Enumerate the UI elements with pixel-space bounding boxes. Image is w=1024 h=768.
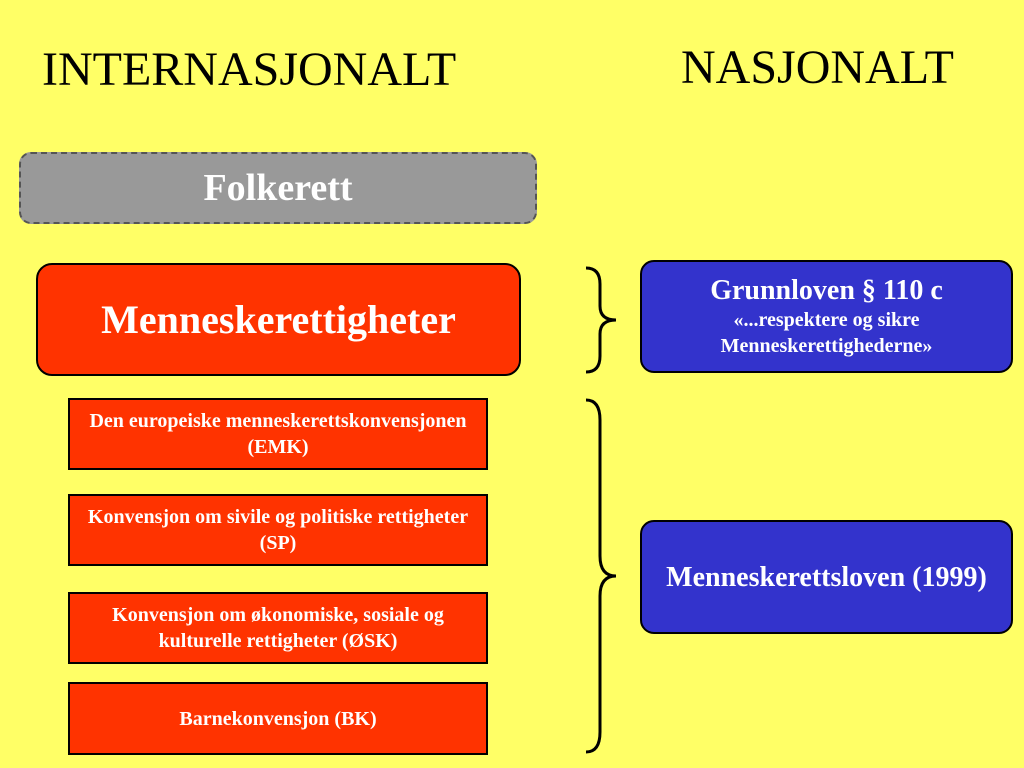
menneskerettsloven-label: Menneskerettsloven (1999) bbox=[666, 561, 987, 593]
heading-national: NASJONALT bbox=[681, 41, 954, 94]
osk-label: Konvensjon om økonomiske, sosiale og kulturelle rettigheter (ØSK) bbox=[112, 604, 444, 652]
menneskerettsloven-box bbox=[640, 520, 1013, 634]
sp-box bbox=[68, 494, 488, 566]
folkerett-label: Folkerett bbox=[203, 167, 353, 209]
folkerett-box bbox=[19, 152, 537, 224]
menneskerettigheter-box bbox=[36, 263, 521, 376]
emk-label: Den europeiske menneskerettskonvensjonen (EMK) bbox=[89, 410, 467, 458]
grunnloven-box bbox=[640, 260, 1013, 373]
osk-box bbox=[68, 592, 488, 664]
brace-small-icon bbox=[580, 262, 624, 378]
heading-international: INTERNASJONALT bbox=[42, 43, 457, 96]
bk-label: Barnekonvensjon (BK) bbox=[179, 707, 377, 730]
grunnloven-quote: «...respektere og sikre Menneskerettighederne» bbox=[720, 309, 933, 358]
grunnloven-title: Grunnloven § 110 c bbox=[710, 274, 943, 306]
bk-box bbox=[68, 682, 488, 755]
emk-box bbox=[68, 398, 488, 470]
menneskerettigheter-label: Menneskerettigheter bbox=[101, 297, 456, 342]
brace-large-icon bbox=[580, 396, 624, 756]
sp-label: Konvensjon om sivile og politiske rettigheter (SP) bbox=[87, 506, 469, 554]
